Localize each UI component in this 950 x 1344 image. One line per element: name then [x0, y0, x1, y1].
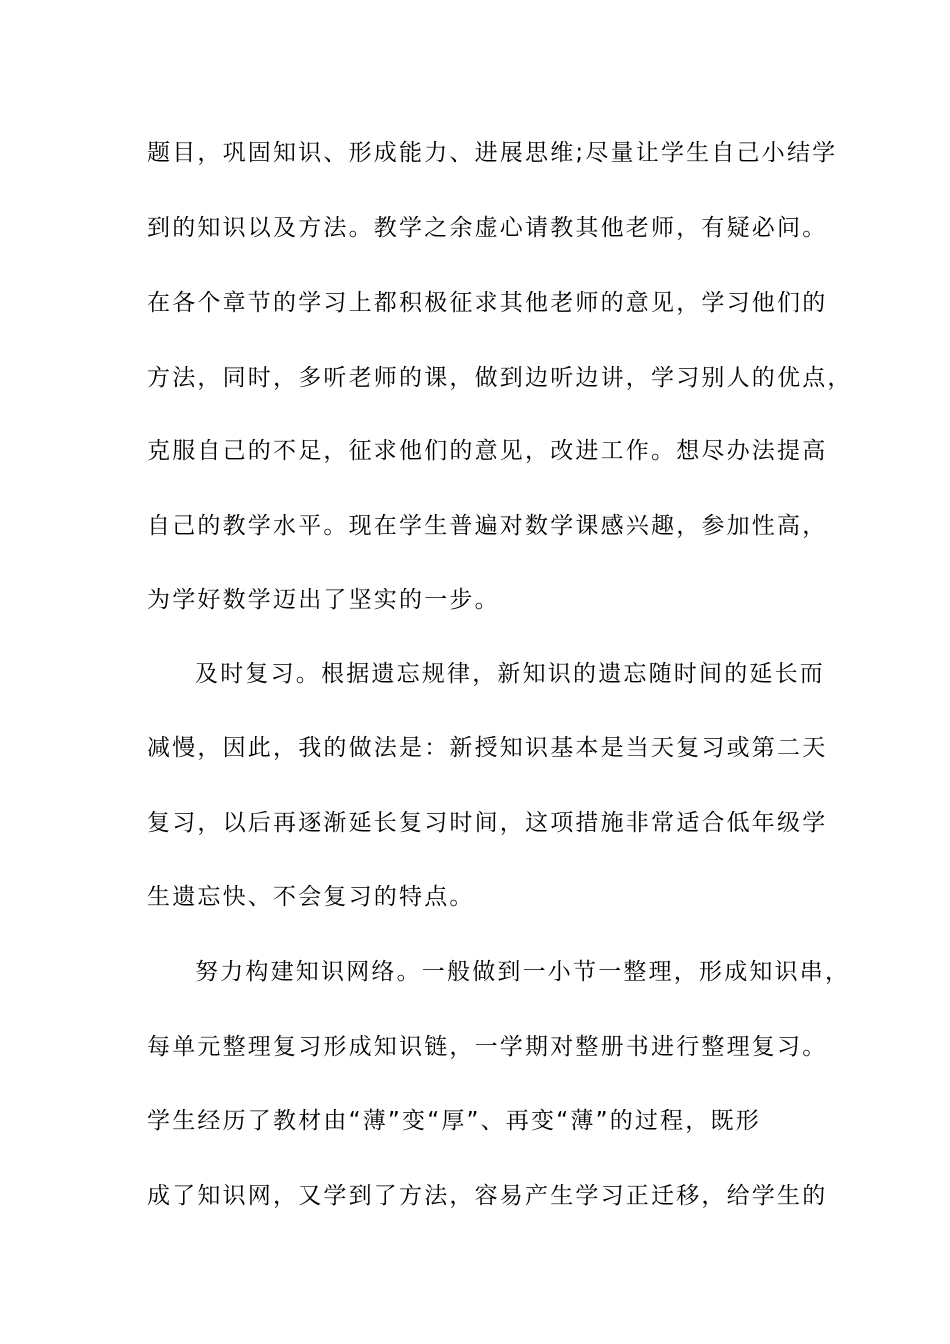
text-line: 题目，巩固知识、形成能力、进展思维;尽量让学生自己小结学	[147, 140, 838, 166]
paragraph-start-line: 努力构建知识网络。一般做到一小节一整理，形成知识串，	[195, 959, 851, 985]
text-line: 克服自己的不足，征求他们的意见，改进工作。想尽办法提高	[147, 438, 828, 464]
text-line: 减慢，因此，我的做法是：新授知识基本是当天复习或第二天	[147, 735, 828, 761]
text-line: 生遗忘快、不会复习的特点。	[147, 884, 475, 910]
text-line: 自己的教学水平。现在学生普遍对数学课感兴趣，参加性高，	[147, 513, 828, 539]
text-line: 学生经历了教材由“薄”变“厚”、再变“薄”的过程，既形	[147, 1108, 761, 1134]
text-line: 方法，同时，多听老师的课，做到边听边讲，学习别人的优点，	[147, 365, 853, 391]
text-line: 复习，以后再逐渐延长复习时间，这项措施非常适合低年级学	[147, 810, 828, 836]
text-line: 为学好数学迈出了坚实的一步。	[147, 587, 500, 613]
text-line: 到的知识以及方法。教学之余虚心请教其他老师，有疑必问。	[147, 215, 828, 241]
text-line: 在各个章节的学习上都积极征求其他老师的意见，学习他们的	[147, 290, 828, 316]
text-line: 成了知识网，又学到了方法，容易产生学习正迁移，给学生的	[147, 1183, 828, 1209]
text-line: 每单元整理复习形成知识链，一学期对整册书进行整理复习。	[147, 1034, 828, 1060]
paragraph-start-line: 及时复习。根据遗忘规律，新知识的遗忘随时间的延长而	[195, 661, 825, 687]
